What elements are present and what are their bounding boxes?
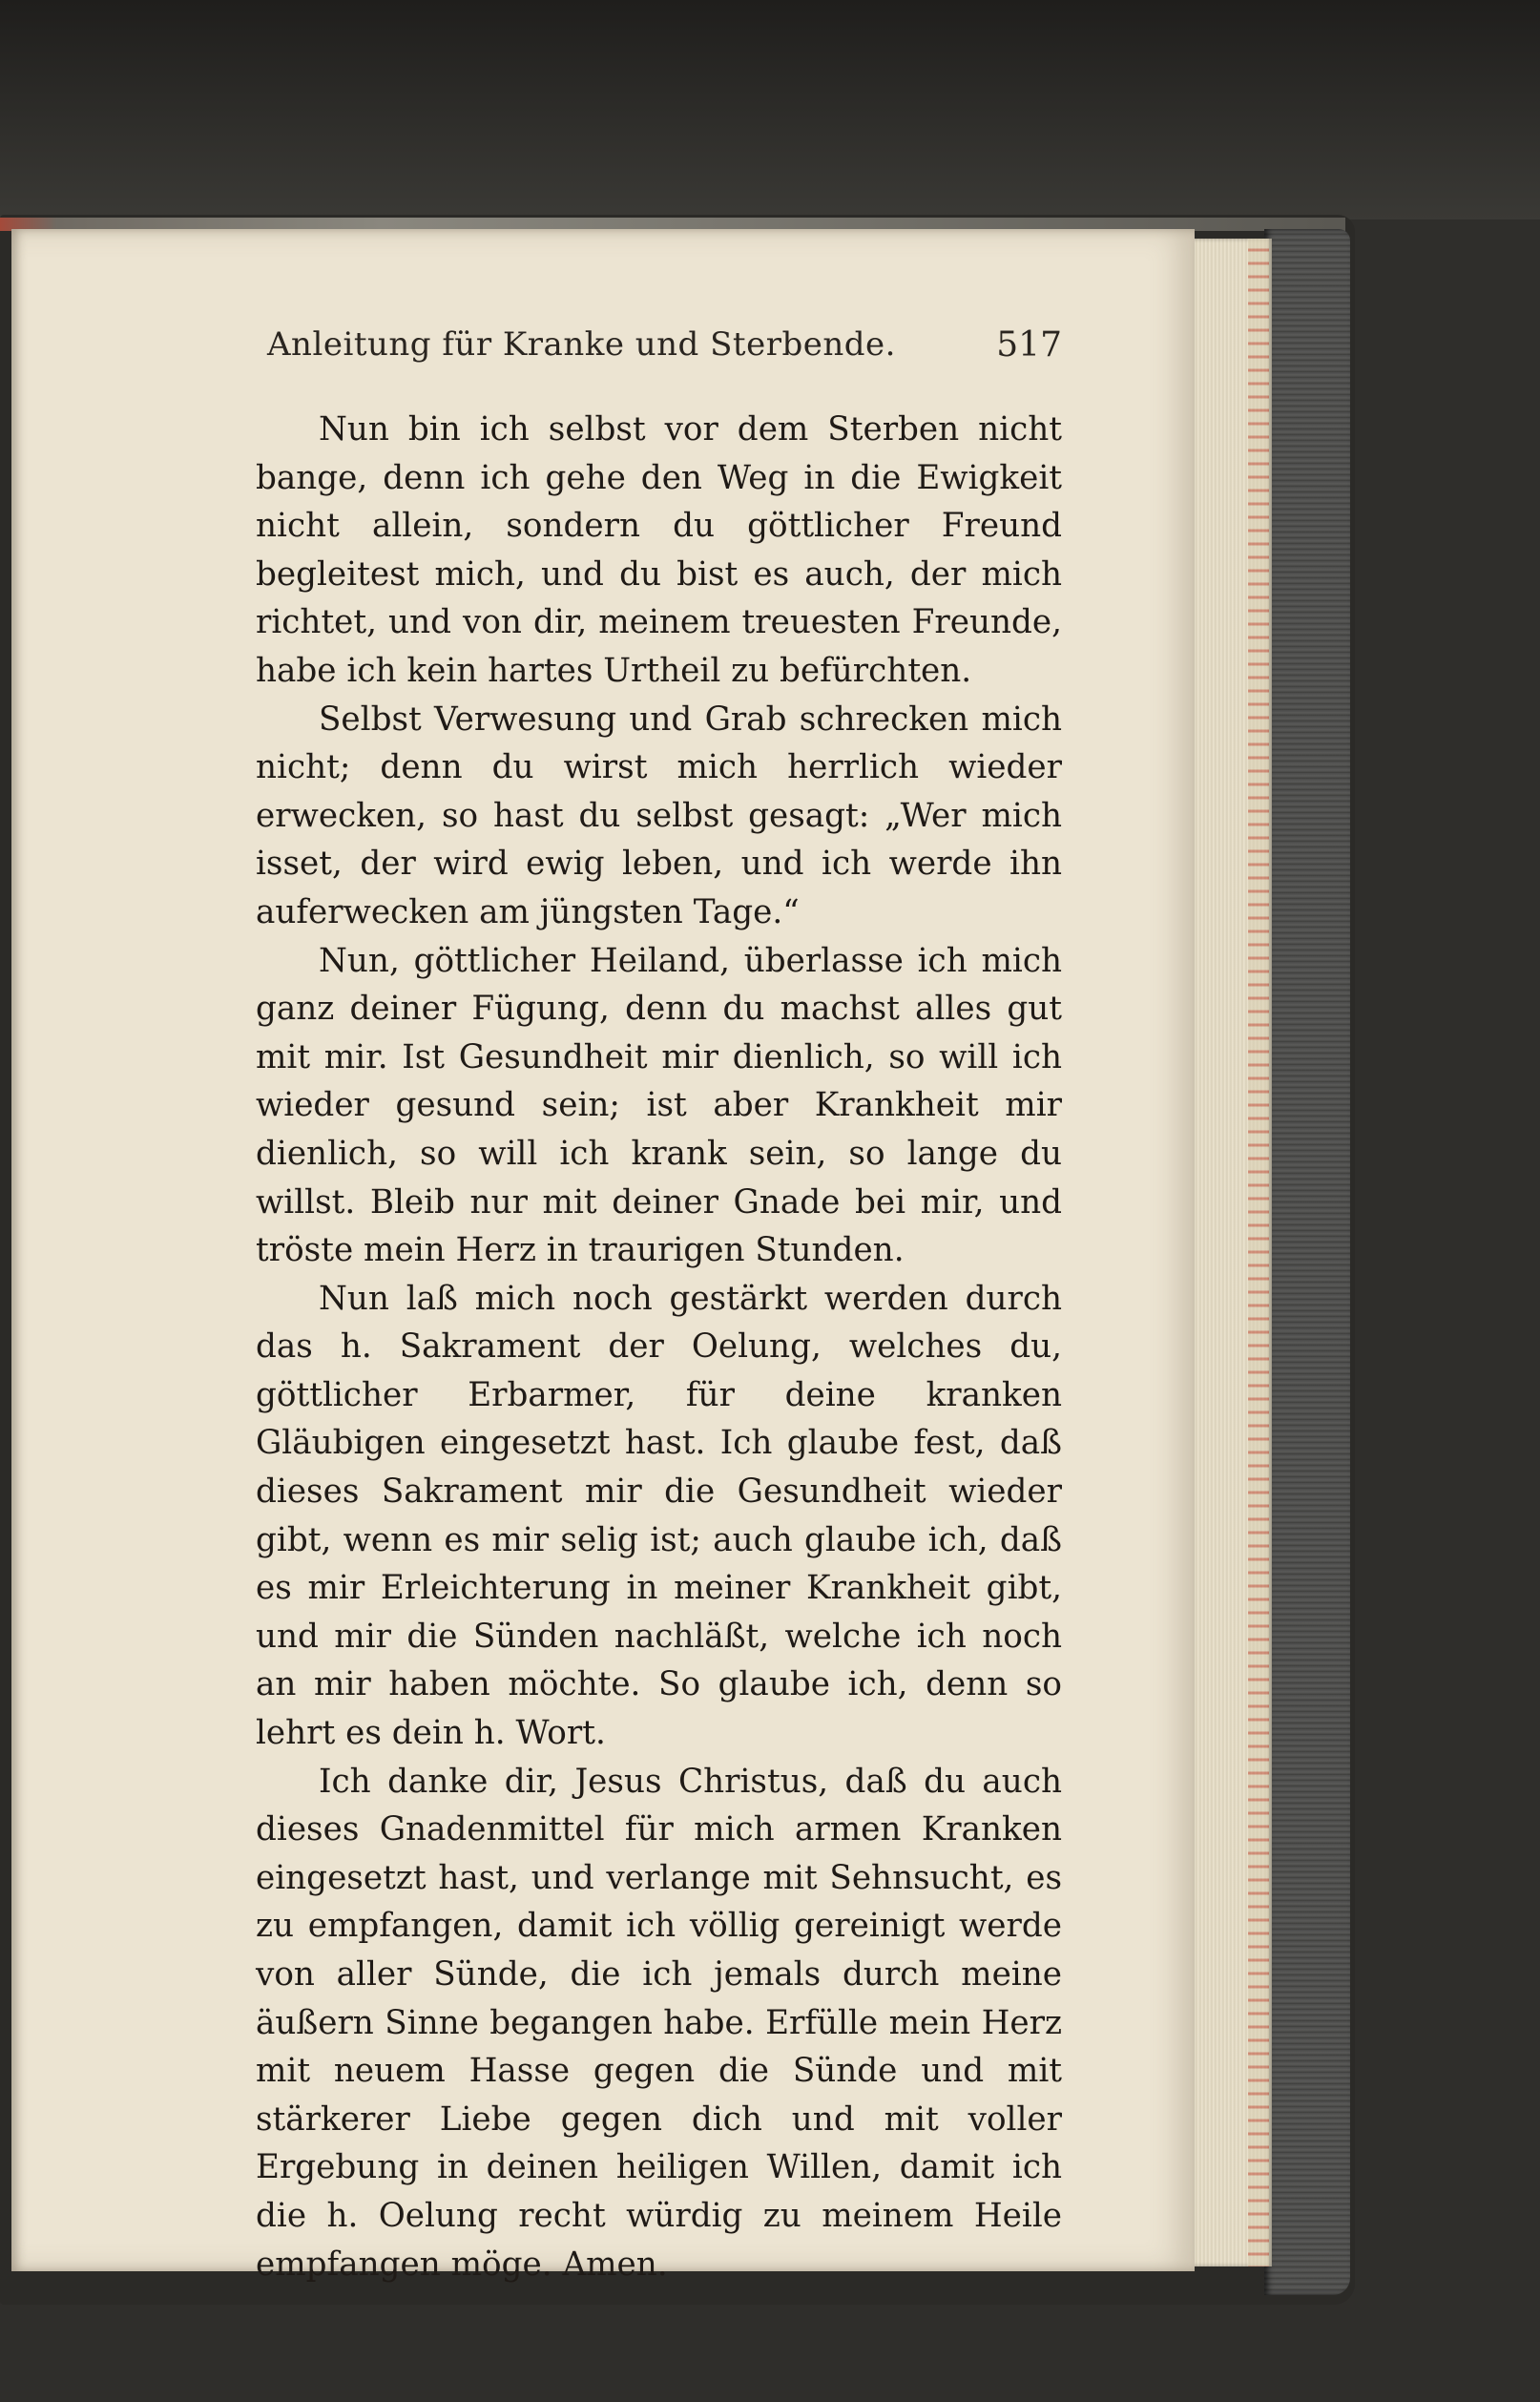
page-number: 517 bbox=[996, 325, 1062, 365]
background-shadow bbox=[0, 0, 1540, 219]
paragraph: Selbst Verwesung und Grab schrecken mich nicht; denn du wirst mich herrlich wieder erwecken, so hast du selbst gesagt: „Wer mich isset, der wird ewig leben, und ich werde ihn auferwecken am jüngsten Tage.“ bbox=[256, 700, 1062, 931]
paragraph: Nun laß mich noch gestärkt werden durch das h. Sakrament der Oelung, welches du, göttlicher Erbarmer, für deine kranken Gläubigen eingesetzt hast. Ich glaube fest, daß dieses Sakrament mir die Gesundheit wieder gibt, wenn es mir selig ist; auch glaube ich, daß es mir Erleichterung in meiner Krankheit gibt, und mir die Sünden nachläßt, welche ich noch an mir haben möchte. So glaube ich, denn so lehrt es dein h. Wort. bbox=[256, 1279, 1062, 1753]
page-stack-edge bbox=[1248, 239, 1269, 2266]
paragraph: Ich danke dir, Jesus Christus, daß du auch dieses Gnadenmittel für mich armen Kranken eingesetzt hast, und verlange mit Sehnsucht, es zu empfangen, damit ich völlig gereinigt werde von aller Sünde, die ich jemals durch meine äußern Sinne begangen habe. Erfülle mein Herz mit neuem Hasse gegen die Sünde und mit stärkerer Liebe gegen dich und mit voller Ergebung in deinen heiligen Willen, damit ich die h. Oelung recht würdig zu meinem Heile empfangen möge. Amen. bbox=[256, 1762, 1062, 2284]
paragraph: Nun bin ich selbst vor dem Sterben nicht bange, denn ich gehe den Weg in die Ewigkeit nicht allein, sondern du göttlicher Freund begleitest mich, und du bist es auch, der mich richtet, und von dir, meinem treuesten Freunde, habe ich kein hartes Urtheil zu befürchten. bbox=[256, 410, 1062, 690]
paragraph: Nun, göttlicher Heiland, überlasse ich mich ganz deiner Fügung, denn du machst alles gut mit mir. Ist Gesundheit mir dienlich, so will ich wieder gesund sein; ist aber Krankheit mir dienlich, so will ich krank sein, so lange du willst. Bleib nur mit deiner Gnade bei mir, und tröste mein Herz in traurigen Stunden. bbox=[256, 941, 1062, 1270]
page-header bbox=[256, 320, 1062, 377]
running-title: Anleitung für Kranke und Sterbende. bbox=[267, 325, 896, 364]
page-body bbox=[256, 406, 1062, 2288]
cover-board-right bbox=[1264, 229, 1350, 2295]
